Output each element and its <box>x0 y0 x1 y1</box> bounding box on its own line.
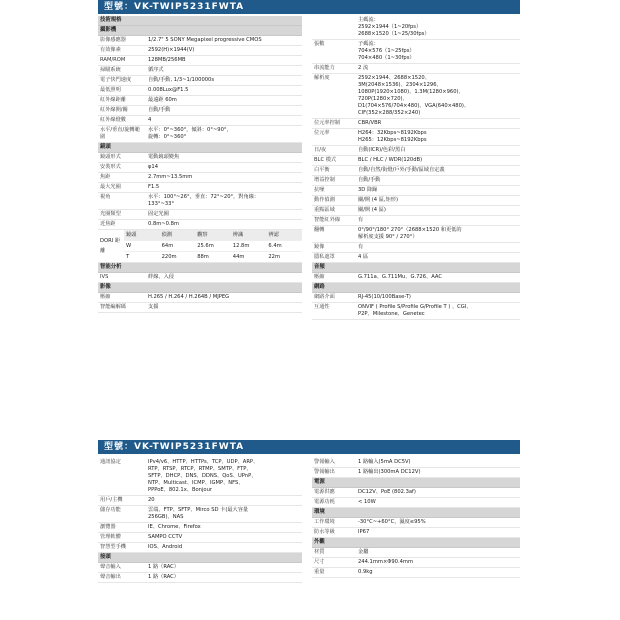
spec-value-line: 3D 降躁 <box>358 187 378 193</box>
spec-value <box>356 518 520 527</box>
spec-value <box>356 488 520 497</box>
dori-cell: 220m <box>161 254 177 260</box>
spec-row <box>312 156 520 166</box>
spec-value <box>146 126 302 142</box>
spec-value <box>356 253 520 262</box>
spec-row <box>98 96 302 106</box>
spec-value <box>356 166 520 175</box>
spec-label: 有效像素 <box>100 47 121 53</box>
spec-label: 鏡像 <box>314 244 325 250</box>
spec-label <box>312 16 356 39</box>
spec-row <box>312 303 520 320</box>
spec-value <box>356 548 520 557</box>
spec-label: 電源供應 <box>314 489 335 495</box>
spec-row <box>312 64 520 74</box>
spec-value <box>146 173 302 182</box>
spec-row <box>312 129 520 146</box>
spec-value <box>356 64 520 73</box>
spec-value <box>356 558 520 567</box>
model-banner: 型號：VK-TWIP5231FWTA <box>98 440 520 454</box>
spec-value-line: 2592×1944、2688×1520、 <box>358 75 430 81</box>
spec-label: 位元率 <box>314 130 330 136</box>
spec-value-line: H.265 / H.264 / H.264B / MJPEG <box>148 294 230 300</box>
spec-label: 管理軟體 <box>100 534 121 540</box>
spec-value-line: 0.008Lux@F1.5 <box>148 87 189 93</box>
spec-row <box>98 46 302 56</box>
spec-label: 智能紅外線 <box>314 217 340 223</box>
spec-column-right <box>312 458 520 578</box>
spec-value <box>146 96 302 105</box>
section-header: 接頭 <box>98 553 302 563</box>
spec-value-line: 水平：0°~360°，傾斜：0°~90°， <box>148 127 232 133</box>
spec-value-line: 有 <box>358 244 364 250</box>
spec-value-line: RTP、RTSP、RTCP、RTMP、SMTP、FTP、 <box>148 466 252 472</box>
spec-row <box>98 496 302 506</box>
spec-label: 日/夜 <box>314 147 327 153</box>
spec-value-line: 704×480（1~30fps） <box>358 55 415 61</box>
spec-value <box>146 153 302 162</box>
spec-value <box>146 36 302 45</box>
dori-cell: 6.4m <box>268 243 282 249</box>
section-header: 電源 <box>312 478 520 488</box>
spec-label: 智慧型手機 <box>100 544 126 550</box>
dori-cell: 88m <box>197 254 209 260</box>
spec-value <box>356 186 520 195</box>
spec-value-line: G.711a、G.711Mu、G.726、AAC <box>358 274 442 280</box>
spec-row <box>98 563 302 573</box>
spec-row <box>312 253 520 263</box>
spec-row <box>98 573 302 583</box>
dori-cell: T <box>126 254 130 260</box>
spec-sheet-2 <box>98 440 520 620</box>
spec-row <box>312 548 520 558</box>
spec-value-line: H265：12Kbps~8192Kbps <box>358 137 427 143</box>
spec-value <box>356 458 520 467</box>
spec-value-line: 1 路輸入(5mA DC5V) <box>358 459 411 465</box>
spec-value <box>356 273 520 282</box>
spec-value <box>356 303 520 319</box>
spec-value-line: 雲端、FTP、SFTP、Mirco SD 卡(最大容量 <box>148 507 249 513</box>
dori-cell: 鏡頭 <box>126 232 137 238</box>
spec-value-line: 1 路輸出(300mA DC12V) <box>358 469 421 475</box>
spec-value-line: -30°C~+60°C，濕度≤95% <box>358 519 426 525</box>
spec-row <box>98 303 302 313</box>
spec-row <box>98 36 302 46</box>
spec-value-line: 電動鏡頭變焦 <box>148 154 180 160</box>
spec-row <box>98 153 302 163</box>
spec-value <box>146 563 302 572</box>
spec-value-line: 自動/手動, 1/3~1/100000s <box>148 77 215 83</box>
spec-value <box>356 498 520 507</box>
spec-value-line: 720P(1280×720)、 <box>358 96 408 102</box>
spec-label: 紅外線開/關 <box>100 107 128 113</box>
spec-label: 紅外線燈數 <box>100 117 126 123</box>
spec-row <box>312 488 520 498</box>
spec-value <box>356 176 520 185</box>
spec-value-line: 有 <box>358 217 364 223</box>
spec-column-left <box>98 458 302 583</box>
spec-value-line: PPPoE、802.1x、Bonjour <box>148 487 213 493</box>
spec-value <box>146 533 302 542</box>
spec-row <box>312 16 520 40</box>
spec-value-line: 絆線、入侵 <box>148 274 174 280</box>
spec-label: 壓縮 <box>314 274 325 280</box>
spec-label: 智能編解碼 <box>100 304 126 310</box>
spec-label: 網路介面 <box>314 294 335 300</box>
dori-row <box>124 252 302 262</box>
spec-label: 警報輸出 <box>314 469 335 475</box>
spec-value <box>356 146 520 155</box>
spec-label: 材質 <box>314 549 325 555</box>
spec-value <box>146 86 302 95</box>
spec-label: 影像感應器 <box>100 37 126 43</box>
spec-value-line: F1.5 <box>148 184 160 190</box>
spec-value-line: NTP、Multicast、ICMP、IGMP、NFS、 <box>148 480 244 486</box>
spec-row <box>98 173 302 183</box>
spec-label: 白平衡 <box>314 167 330 173</box>
dori-cell: 22m <box>268 254 281 260</box>
section-header: 鏡頭 <box>98 143 302 153</box>
spec-value <box>356 206 520 215</box>
spec-value-line: IP67 <box>358 529 370 535</box>
spec-value <box>146 76 302 85</box>
spec-label: 水平/垂直/旋轉範圍 <box>100 127 140 140</box>
spec-value <box>146 458 302 495</box>
spec-row <box>98 293 302 303</box>
spec-value <box>146 183 302 192</box>
spec-value-line: 水平：100°~26°，垂直：72°~20°，對角線： <box>148 194 260 200</box>
spec-label: 瀏覽器 <box>100 524 116 530</box>
spec-value-line: 4 <box>148 117 152 123</box>
spec-label: 增益控制 <box>314 177 335 183</box>
section-header: 影像 <box>98 283 302 293</box>
spec-label: 重點區域 <box>314 207 335 213</box>
spec-row <box>98 533 302 543</box>
spec-value-line: 20 <box>148 497 155 503</box>
spec-value-line: 0.9kg <box>358 569 373 575</box>
spec-value <box>356 568 520 577</box>
spec-value-line: 704×576（1~25fps） <box>358 48 415 54</box>
spec-value <box>356 293 520 302</box>
spec-row <box>312 568 520 578</box>
spec-value <box>356 243 520 252</box>
spec-value <box>146 46 302 55</box>
section-header: 外觀 <box>312 538 520 548</box>
spec-value <box>146 506 302 522</box>
spec-label: 工作環境 <box>314 519 335 525</box>
spec-value-line: 自動/手動 <box>148 107 171 113</box>
spec-value-line: IOS、Android <box>148 544 183 550</box>
spec-column-right <box>312 16 520 320</box>
spec-value-line: 最遠距 60m <box>148 97 177 103</box>
spec-label: 視角 <box>100 194 111 200</box>
spec-row <box>312 74 520 119</box>
spec-value <box>356 226 520 242</box>
spec-row <box>312 40 520 64</box>
spec-row <box>98 76 302 86</box>
spec-value <box>146 220 302 229</box>
spec-label: 最低照明 <box>100 87 121 93</box>
spec-value-line: 自動(ICR)/色彩/黑白 <box>358 147 406 153</box>
spec-row <box>312 273 520 283</box>
dori-cell: 44m <box>232 254 245 260</box>
spec-label: 儲存功能 <box>100 507 121 513</box>
spec-label: 解析度 <box>314 75 330 81</box>
dori-cell: 偵測 <box>161 232 172 238</box>
dori-header-row <box>124 230 302 241</box>
dori-row <box>124 241 302 252</box>
spec-value-line: BLC / HLC / WDR(120dB) <box>358 157 423 163</box>
spec-value-line: 2.7mm~13.5mm <box>148 174 193 180</box>
dori-cell: 12.8m <box>232 243 250 249</box>
spec-value-line: 133°~33° <box>148 201 175 207</box>
spec-label: 互通性 <box>314 304 330 310</box>
spec-row <box>98 116 302 126</box>
spec-sheet-1 <box>98 0 520 404</box>
spec-label: 聲音輸出 <box>100 574 121 580</box>
spec-label: 張數 <box>314 41 325 47</box>
spec-value-line: H264：32Kbps~8192Kbps <box>358 130 427 136</box>
spec-label: 電源功耗 <box>314 499 335 505</box>
spec-value-line: 2592×1944（1~20fps） <box>358 24 422 30</box>
spec-value-line: φ14 <box>148 164 159 170</box>
spec-value-line: 支援 <box>148 304 159 310</box>
spec-value-line: 1 路（RAC） <box>148 574 179 580</box>
spec-value-line: 244.1mm×Φ90.4mm <box>358 559 414 565</box>
spec-value-line: 128MB/256MB <box>148 57 186 63</box>
spec-value-line: 子碼流： <box>358 41 379 47</box>
spec-row <box>312 528 520 538</box>
spec-row <box>312 226 520 243</box>
spec-label: 安裝形式 <box>100 164 121 170</box>
dori-cell: W <box>126 243 132 249</box>
spec-value <box>146 543 302 552</box>
dori-cell: 辨識 <box>232 232 244 238</box>
model-banner: 型號：VK-TWIP5231FWTA <box>98 0 520 14</box>
spec-value-line: 4 區 <box>358 254 369 260</box>
spec-value-line: 旋轉：0°~360° <box>148 134 187 140</box>
spec-value-line: D1(704×576/704×480)、VGA(640×480)、 <box>358 103 470 109</box>
spec-label: 隱私遮罩 <box>314 254 335 260</box>
spec-row <box>312 293 520 303</box>
section-header: 技術規格 <box>98 16 302 26</box>
spec-value <box>146 573 302 582</box>
spec-value <box>146 56 302 65</box>
spec-label: 光圈類型 <box>100 211 121 217</box>
dori-cell: 64m <box>161 243 174 249</box>
spec-row <box>98 66 302 76</box>
dori-cell: 25.6m <box>197 243 214 249</box>
spec-row <box>98 458 302 496</box>
spec-label: 抗噪 <box>314 187 325 193</box>
dori-table <box>98 230 302 263</box>
spec-value <box>146 116 302 125</box>
spec-row <box>312 186 520 196</box>
spec-row <box>98 543 302 553</box>
spec-value-line: 256GB)、NAS <box>148 514 184 520</box>
spec-label: 尺寸 <box>314 559 325 565</box>
spec-label: 紅外線距離 <box>100 97 126 103</box>
spec-label: 壓縮 <box>100 294 111 300</box>
spec-row <box>98 220 302 230</box>
spec-value-line: RJ-45(10/100Base-T) <box>358 294 411 300</box>
spec-value-line: SAMPO CCTV <box>148 534 183 540</box>
spec-row <box>98 523 302 533</box>
spec-value <box>146 106 302 115</box>
spec-row <box>98 126 302 143</box>
spec-value <box>356 40 520 63</box>
spec-label: 防水等級 <box>314 529 335 535</box>
spec-value-line: 金屬 <box>358 549 369 555</box>
spec-row <box>98 193 302 210</box>
section-header: 攝影機 <box>98 26 302 36</box>
spec-row <box>312 468 520 478</box>
spec-column-left <box>98 16 302 313</box>
spec-value-line: SFTP、DHCP、DNS、DDNS、QoS、UPnP、 <box>148 473 257 479</box>
spec-value-line: 自動/手動 <box>358 177 381 183</box>
spec-row <box>312 119 520 129</box>
spec-row <box>312 243 520 253</box>
spec-value <box>356 74 520 118</box>
spec-row <box>312 216 520 226</box>
spec-label: 動作偵測 <box>314 197 335 203</box>
spec-value-line: ONVIF ( Profile S/Profile G/Profile T ) 、CGI、 <box>358 304 472 310</box>
spec-value-line: DC12V、PoE (802.3af) <box>358 489 416 495</box>
spec-label: 位元率控制 <box>314 120 340 126</box>
spec-value-line: 關/開 (4 區) <box>358 207 386 213</box>
spec-value <box>356 16 520 39</box>
dori-cell: 觀察 <box>197 232 208 238</box>
spec-label: 掃瞄系統 <box>100 67 121 73</box>
spec-value-line: 固定光圈 <box>148 211 169 217</box>
spec-value-line: IPv4/v6、HTTP、HTTPs、TCP、UDP、ARP、 <box>148 459 259 465</box>
spec-value-line: 2592(H)×1944(V) <box>148 47 195 53</box>
spec-value <box>356 119 520 128</box>
spec-value <box>356 196 520 205</box>
spec-value-line: 1080P(1920×1080)、1.3M(1280×960)、 <box>358 89 464 95</box>
spec-value <box>146 66 302 75</box>
spec-label: 串流能力 <box>314 65 335 71</box>
spec-row <box>98 506 302 523</box>
spec-value <box>146 193 302 209</box>
spec-row <box>312 166 520 176</box>
spec-label: BLC 模式 <box>314 157 337 163</box>
section-header: 網路 <box>312 283 520 293</box>
spec-value <box>146 293 302 302</box>
spec-value-line: < 10W <box>358 499 376 505</box>
spec-label: 警報輸入 <box>314 459 335 465</box>
spec-value <box>146 496 302 505</box>
spec-label: 翻轉 <box>314 227 325 233</box>
spec-row <box>312 458 520 468</box>
spec-value-line: 關/開 (4 區,矩形) <box>358 197 398 203</box>
spec-value-line: 0.8m~0.8m <box>148 221 179 227</box>
section-header: 音頻 <box>312 263 520 273</box>
spec-value <box>146 210 302 219</box>
spec-value-line: 1 路（RAC） <box>148 564 179 570</box>
spec-label: IVS <box>100 274 109 280</box>
spec-value-line: CIF(352×288/352×240) <box>358 110 421 116</box>
spec-label: 通訊協定 <box>100 459 121 465</box>
section-header: 智能分析 <box>98 263 302 273</box>
spec-label: 近焦距 <box>100 221 116 227</box>
spec-value <box>146 163 302 172</box>
spec-label: 電子快門速度 <box>100 77 132 83</box>
spec-label: 焦距 <box>100 174 111 180</box>
spec-label: 重量 <box>314 569 325 575</box>
spec-value-line: 2688×1520（1~25/30fps） <box>358 31 430 37</box>
spec-value-line: 循序式 <box>148 67 164 73</box>
spec-row <box>98 56 302 66</box>
spec-row <box>312 558 520 568</box>
spec-row <box>98 183 302 193</box>
spec-value-line: CBR/VBR <box>358 120 382 126</box>
spec-row <box>312 518 520 528</box>
spec-value-line: 3M(2048×1536)、2304×1296、 <box>358 82 442 88</box>
spec-value-line: 解析度支援 90° / 270°） <box>358 234 418 240</box>
spec-value <box>146 523 302 532</box>
spec-value <box>146 273 302 282</box>
spec-value <box>356 156 520 165</box>
spec-label: 最大光圈 <box>100 184 121 190</box>
spec-value <box>356 528 520 537</box>
spec-row <box>312 196 520 206</box>
spec-value-line: P2P、Milestone、Genetec <box>358 311 425 317</box>
spec-value <box>356 216 520 225</box>
spec-label: 鏡頭形式 <box>100 154 121 160</box>
spec-row <box>98 86 302 96</box>
spec-row <box>98 106 302 116</box>
dori-label: DORI 距離 <box>100 238 121 254</box>
spec-value-line: IE、Chrome、Firefox <box>148 524 201 530</box>
dori-grid <box>124 230 302 262</box>
spec-value-line: 2 流 <box>358 65 369 71</box>
section-header: 環境 <box>312 508 520 518</box>
spec-row <box>98 163 302 173</box>
spec-row <box>98 273 302 283</box>
spec-label: RAM/ROM <box>100 57 126 63</box>
spec-value-line: 主碼流： <box>358 17 379 23</box>
spec-label: 聲音輸入 <box>100 564 121 570</box>
spec-value <box>356 129 520 145</box>
spec-row <box>312 176 520 186</box>
spec-row <box>312 146 520 156</box>
spec-value-line: 1/2.7" 5 SONY Megapixel progressive CMOS <box>148 37 262 43</box>
spec-value <box>356 468 520 477</box>
spec-value <box>146 303 302 312</box>
spec-row <box>312 498 520 508</box>
spec-label: 用戶/主機 <box>100 497 123 503</box>
spec-row <box>312 206 520 216</box>
spec-row <box>98 210 302 220</box>
spec-value-line: 自動/自然/街燈/戶外/手動/區域自定義 <box>358 167 445 173</box>
spec-value-line: 0°/90°/180° 270°（2688×1520 和更低的 <box>358 227 462 233</box>
dori-cell: 辨認 <box>268 232 279 238</box>
